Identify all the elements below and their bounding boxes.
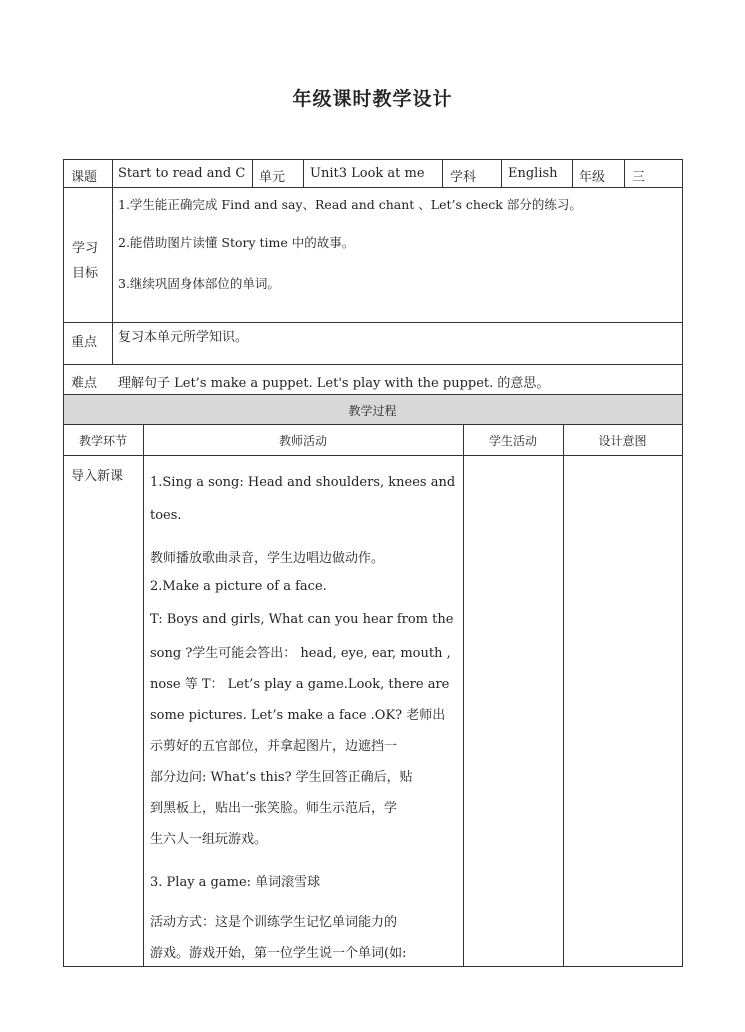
teacher-line: some pictures. Let’s make a face .OK? 老师出 — [150, 708, 446, 723]
objective-item: 3.继续巩固身体部位的单词。 — [118, 276, 280, 291]
teacher-line: 活动方式：这是个训练学生记忆单词能力的 — [150, 915, 398, 930]
objective-item: 2.能借助图片读懂 Story time 中的故事。 — [118, 235, 355, 250]
topic-label: 课题 — [71, 170, 98, 185]
objective-item: 1.学生能正确完成 Find and say、Read and chant 、Let’s check 部分的练习。 — [118, 197, 582, 212]
difficulties-label: 难点 — [71, 376, 98, 391]
objectives-label-line2: 目标 — [72, 266, 99, 281]
subject-value: English — [508, 166, 558, 181]
key-points-value: 复习本单元所学知识。 — [118, 330, 249, 345]
column-header-student: 学生活动 — [488, 434, 537, 448]
unit-value: Unit3 Look at me — [310, 166, 425, 181]
teacher-line: 生六人一组玩游戏。 — [150, 832, 268, 847]
teacher-line: 示剪好的五官部位，并拿起图片，边遮挡一 — [150, 739, 398, 754]
topic-value: Start to read and C — [118, 166, 246, 181]
teacher-line: 到黑板上，贴出一张笑脸。师生示范后，学 — [150, 801, 398, 816]
difficulties-value: 理解句子 Let’s make a puppet. Let's play with the puppet. 的意思。 — [118, 376, 550, 391]
process-header: 教学过程 — [348, 404, 397, 418]
teacher-line: 3. Play a game: 单词滚雪球 — [150, 875, 321, 890]
column-header-intent: 设计意图 — [598, 434, 647, 448]
grade-label: 年级 — [579, 170, 606, 185]
subject-label: 学科 — [450, 170, 477, 185]
teacher-line: 2.Make a picture of a face. — [150, 579, 327, 594]
key-points-label: 重点 — [71, 335, 98, 350]
page-title: 年级课时教学设计 — [292, 88, 453, 110]
unit-label: 单元 — [259, 170, 286, 185]
teacher-line: 1.Sing a song: Head and shoulders, knees and — [150, 475, 456, 490]
teacher-line: nose 等 T： Let’s play a game.Look, there are — [150, 677, 450, 692]
teacher-line: song ?学生可能会答出： head, eye, ear, mouth , — [150, 646, 451, 661]
teacher-line: 部分边问: What’s this? 学生回答正确后，贴 — [150, 770, 413, 785]
section-name: 导入新课 — [71, 469, 124, 484]
teacher-line: toes. — [150, 508, 182, 523]
column-header-stage: 教学环节 — [78, 434, 127, 448]
teacher-line: T: Boys and girls, What can you hear from the — [150, 612, 454, 627]
grade-value: 三 — [632, 170, 646, 185]
column-header-teacher: 教师活动 — [278, 434, 327, 448]
objectives-label-line1: 学习 — [72, 241, 99, 256]
teacher-line: 游戏。游戏开始，第一位学生说一个单词(如: — [150, 946, 407, 961]
teacher-line: 教师播放歌曲录音，学生边唱边做动作。 — [150, 551, 385, 566]
